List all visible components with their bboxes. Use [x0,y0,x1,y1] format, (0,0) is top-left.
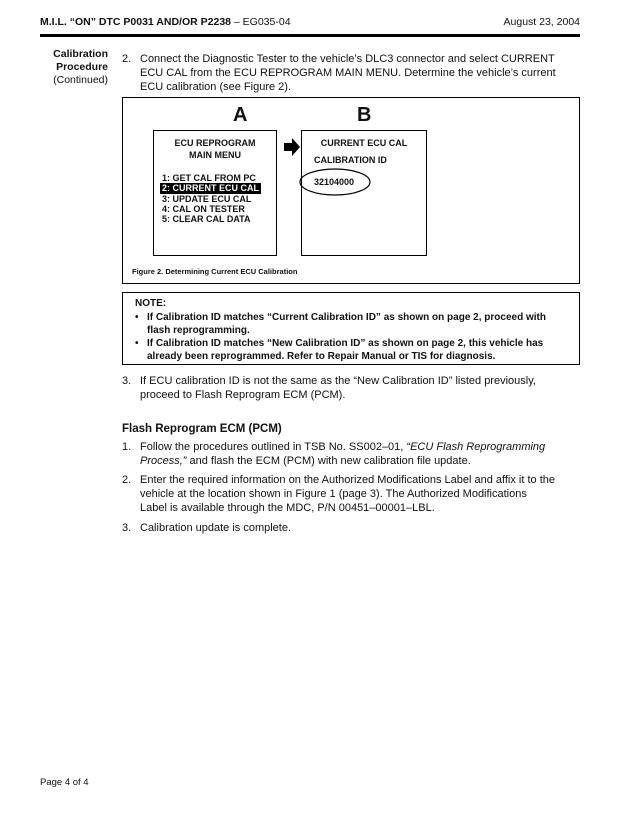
note-line: flash reprogramming. [147,325,250,336]
step-line-text: Follow the procedures outlined in TSB No. SS002–01, [140,441,407,453]
step-line [140,440,590,454]
header-title-rest: – EG035-04 [231,16,291,28]
tsb-title-italic: Process,” [140,455,187,467]
step-number: 1. [122,441,132,453]
right-arrow-icon [284,138,300,156]
figure-2 [122,97,580,284]
step-line [140,454,590,468]
header-title [40,16,291,28]
step-line: Enter the required information on the Authorized Modifications Label and affix it to the [140,474,555,486]
step-text: Calibration update is complete. [140,522,292,534]
note-line: If Calibration ID matches “New Calibration ID” as shown on page 2, this vehicle has [147,338,544,349]
step-number: 2. [122,53,132,65]
menu-item-get-cal: 1: GET CAL FROM PC [162,173,256,183]
step-line: vehicle at the location shown in Figure 1 (page 3). The Authorized Modifications [140,488,527,500]
step-line: Label is available through the MDC, P/N 00451–00001–LBL. [140,502,435,514]
page-header [40,16,580,36]
screen-a-reprogram-menu [153,130,277,256]
step-number: 3. [122,375,132,387]
side-label [40,48,108,87]
figure-caption: Figure 2. Determining Current ECU Calibration [132,267,298,276]
menu-item-cal-on-tester: 4: CAL ON TESTER [162,204,245,214]
menu-item-current-ecu-cal-selected: 2: CURRENT ECU CAL [162,183,260,193]
header-date: August 23, 2004 [503,16,580,28]
step-text [140,374,590,402]
highlight-ellipse [298,167,372,197]
side-label-line1: Calibration [53,48,108,60]
screen-b-title: CURRENT ECU CAL [320,138,408,148]
note-line: If Calibration ID matches “Current Calibration ID” as shown on page 2, proceed with [147,312,546,323]
step-number: 2. [122,474,132,486]
bullet: • [135,312,139,323]
step-line: Connect the Diagnostic Tester to the vehicle’s DLC3 connector and select CURRENT [140,53,555,65]
menu-item-clear-cal-data: 5: CLEAR CAL DATA [162,214,251,224]
calibration-id-value: 32104000 [314,177,355,187]
note-line: already been reprogrammed. Refer to Repair Manual or TIS for diagnosis. [147,351,496,362]
step-text [140,52,590,94]
menu-item-update-ecu-cal: 3: UPDATE ECU CAL [162,194,252,204]
tsb-title-italic: “ECU Flash Reprogramming [406,441,546,453]
figure-label-b: B [357,104,372,126]
screen-a-title-1: ECU REPROGRAM [174,138,256,148]
step-number: 3. [122,522,132,534]
note-title: NOTE: [135,298,167,309]
step-line: ECU calibration (see Figure 2). [140,81,292,93]
step-text [140,473,590,515]
step-line-text: and flash the ECM (PCM) with new calibration file update. [186,455,471,467]
note-item-text [147,337,572,363]
side-label-line2: Procedure [56,61,108,73]
screen-b-subtitle: CALIBRATION ID [314,155,387,165]
page-number: Page 4 of 4 [40,777,89,788]
screen-b-current-ecu-cal [301,130,427,256]
step-text [140,440,590,468]
header-rule [40,34,580,37]
section-heading-flash-reprogram: Flash Reprogram ECM (PCM) [122,423,282,435]
note-item-text [147,311,572,337]
step-line: ECU CAL from the ECU REPROGRAM MAIN MENU. Determine the vehicle’s current [140,67,556,79]
step-line: proceed to Flash Reprogram ECM (PCM). [140,389,346,401]
step-line: If ECU calibration ID is not the same as the “New Calibration ID” listed previously, [140,375,536,387]
figure-label-a: A [233,104,248,126]
note-box [122,292,580,365]
bullet: • [135,338,139,349]
side-label-line3: (Continued) [53,74,108,86]
header-title-bold: M.I.L. “ON” DTC P0031 AND/OR P2238 [40,16,231,28]
screen-a-title-2: MAIN MENU [189,150,241,160]
